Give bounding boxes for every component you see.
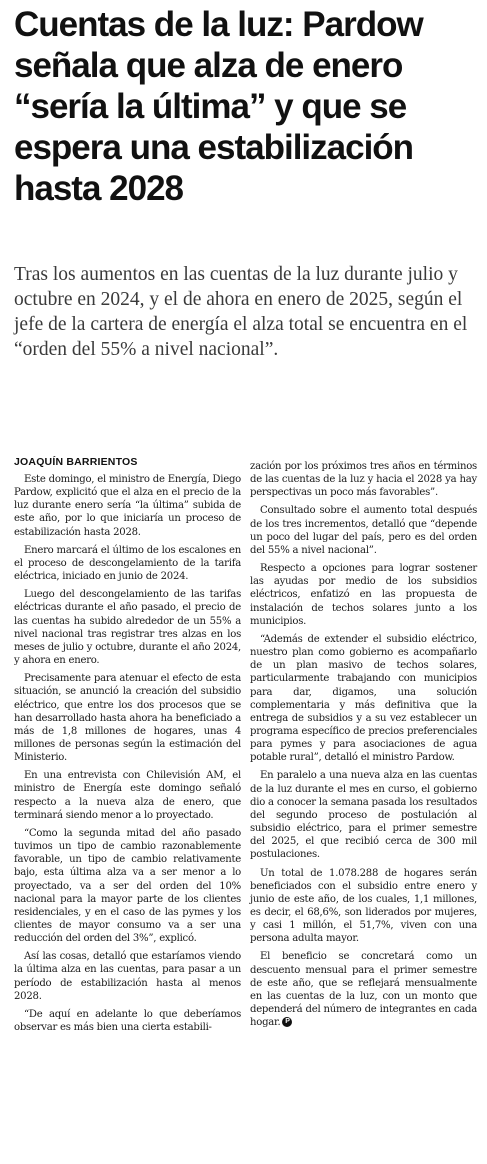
body-paragraph: Luego del descongelamiento de las tarifas eléctricas durante el año pasado, el precio de las cuentas ha subido alrededor de un 55% a nivel nacional tras registrar tres alzas en los meses de julio y octubre, durante el año 2024, y ahora en enero. bbox=[14, 589, 241, 667]
body-paragraph: Enero marcará el último de los escalones en el proceso de descongelamiento de la tarifa eléctrica, iniciado en junio de 2024. bbox=[14, 544, 241, 583]
body-paragraph: Un total de 1.078.288 de hogares serán beneficiados con el subsidio entre enero y junio de este año, de los cuales, 1,1 millones, es decir, el 68,6%, son liderados por mujeres, y casi 1 millón, el 51,7%, viven con una persona adulta mayor. bbox=[250, 867, 477, 945]
body-paragraph: Consultado sobre el aumento total después de los tres incrementos, detalló que “depende un poco del lugar del país, pero es del orden del 55% a nivel nacional”. bbox=[250, 505, 477, 556]
body-paragraph: En paralelo a una nueva alza en las cuentas de la luz durante el mes en curso, el gobierno dio a conocer la semana pasada los resultados del segundo proceso de postulación al subsidio eléctrico, para el primer semestre del 2025, el que recibió cerca de 300 mil postulaciones. bbox=[250, 770, 477, 861]
body-paragraph: Así las cosas, detalló que estaríamos viendo la última alza en las cuentas, para pasar a un período de estabilización hasta al menos 2028. bbox=[14, 951, 241, 1002]
byline: JOAQUÍN BARRIENTOS bbox=[14, 456, 138, 468]
final-paragraph-text: El beneficio se concretará como un descuento mensual para el primer semestre de este año, que se reflejará mensualmente en las cuentas de la luz, con un monto que dependerá del número de integrantes en cada hogar. bbox=[250, 951, 477, 1029]
headline: Cuentas de la luz: Pardow señala que alza de enero “sería la última” y que se espera una estabilización hasta 2028 bbox=[14, 5, 423, 208]
body-paragraph: “De aquí en adelante lo que deberíamos observar es más bien una cierta estabili- bbox=[14, 1008, 241, 1034]
body-column-right bbox=[250, 460, 477, 1034]
body-column-left bbox=[14, 473, 241, 1039]
body-paragraph: Precisamente para atenuar el efecto de esta situación, se anunció la creación del subsidio eléctrico, que entre los dos procesos que se han desarrollado hasta ahora ha beneficiado a más de 1,8 millones de hogares, unas 4 millones de personas según la estimación del Ministerio. bbox=[14, 673, 241, 764]
body-paragraph: Respecto a opciones para lograr sostener las ayudas por medio de los subsidios eléctricos, enfatizó en las propuesta de instalación de techos solares junto a los municipios. bbox=[250, 563, 477, 627]
lead-paragraph: Tras los aumentos en las cuentas de la luz durante julio y octubre en 2024, y el de ahora en enero de 2025, según el jefe de la cartera de energía el alza total se encuentra en el “orden del 55% a nivel nacional”. bbox=[14, 264, 468, 360]
body-paragraph: En una entrevista con Chilevisión AM, el ministro de Energía este domingo señaló respecto a la nueva alza de enero, que terminará siendo menor a lo proyectado. bbox=[14, 770, 241, 821]
body-paragraph-continuation: zación por los próximos tres años en términos de las cuentas de la luz y hacia el 2028 ya hay perspectivas un poco más favorables”. bbox=[250, 461, 477, 499]
body-paragraph: “Como la segunda mitad del año pasado tuvimos un tipo de cambio razonablemente favorable, un tipo de cambio relativamente bajo, esta última alza va a ser menor a lo proyectado, va a ser del orden del 10% nacional para la mayor parte de los clientes residenciales, y en el caso de las pymes y los clientes de mayor consumo va a ser una reducción del orden del 3%”, explicó. bbox=[14, 827, 241, 945]
body-paragraph: “Además de extender el subsidio eléctrico, nuestro plan como gobierno es acompañarlo de un plan masivo de techos solares, particularmente trabajando con municipios para dar, digamos, una solución complementaria y más definitiva que la entrega de subsidios y a su vez establecer un programa específico de precios preferenciales para pymes y para asociaciones de agua potable rural”, detalló el ministro Pardow. bbox=[250, 633, 477, 764]
body-paragraph: Este domingo, el ministro de Energía, Diego Pardow, explicitó que el alza en el precio de la luz durante enero sería “la última” subida de este año, por lo que iniciaría un proceso de estabilización hasta 2028. bbox=[14, 474, 241, 538]
body-paragraph-final bbox=[250, 950, 477, 1029]
end-of-article-icon: P bbox=[282, 1017, 292, 1027]
